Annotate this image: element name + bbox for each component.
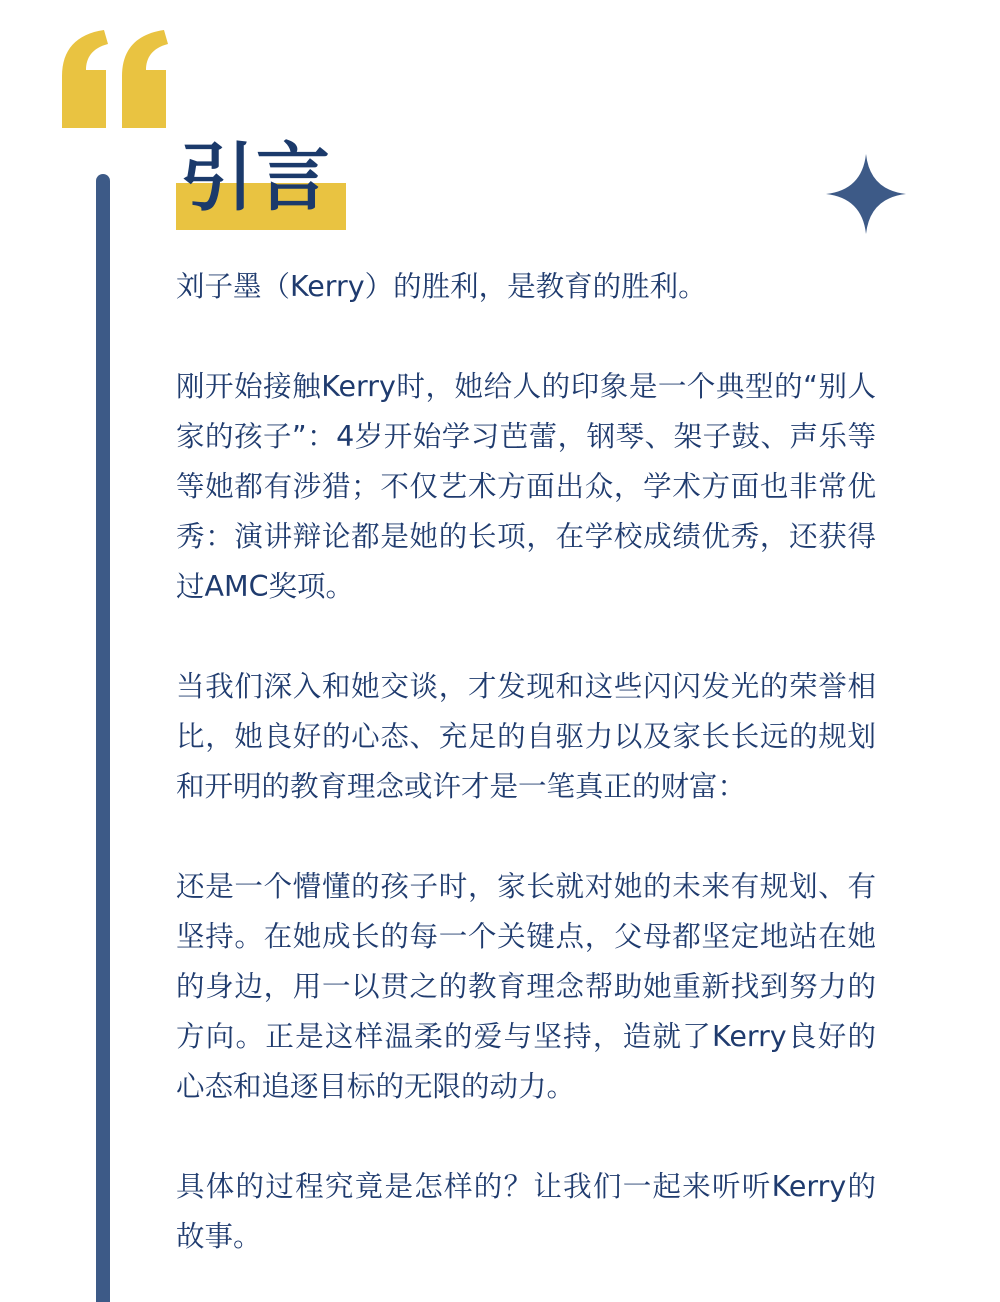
paragraph: 刚开始接触Kerry时，她给人的印象是一个典型的“别人家的孩子”：4岁开始学习芭蕾，钢琴、架子鼓、声乐等等她都有涉猎；不仅艺术方面出众，学术方面也非常优秀：演讲辩论都是她的长项，在学校成绩优秀，还获得过AMC奖项。 [176,370,876,603]
section-heading: 引言 [180,135,332,221]
paragraph: 还是一个懵懂的孩子时，家长就对她的未来有规划、有坚持。在她成长的每一个关键点，父母都坚定地站在她的身边，用一以贯之的教育理念帮助她重新找到努力的方向。正是这样温柔的爱与坚持，造就了Kerry良好的心态和追逐目标的无限的动力。 [176,870,876,1103]
left-double-quote-icon [62,30,168,128]
four-point-star-icon [826,154,906,234]
paragraph: 具体的过程究竟是怎样的？让我们一起来听听Kerry的故事。 [176,1170,876,1253]
intro-body [176,262,876,1262]
paragraph: 当我们深入和她交谈，才发现和这些闪闪发光的荣誉相比，她良好的心态、充足的自驱力以及家长长远的规划和开明的教育理念或许才是一笔真正的财富： [176,670,876,803]
vertical-accent-bar [96,174,110,1302]
paragraph: 刘子墨（Kerry）的胜利，是教育的胜利。 [176,270,707,303]
